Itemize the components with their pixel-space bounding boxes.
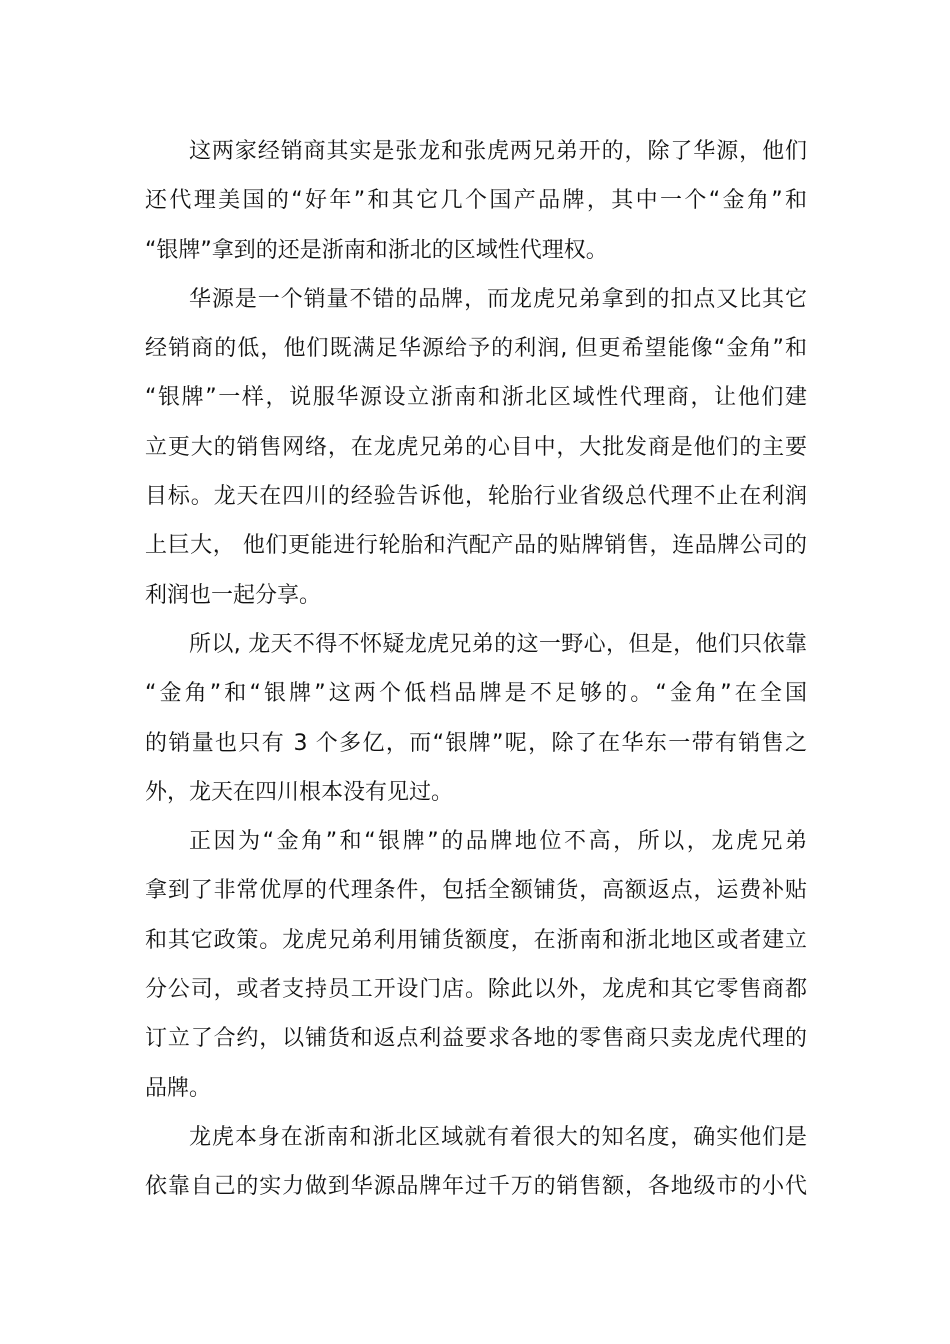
text-line: “银牌”拿到的还是浙南和浙北的区域性代理权。 <box>145 237 608 263</box>
text-line: 经销商的低，他们既满足华源给予的利润, 但更希望能像“金角”和 <box>145 336 807 362</box>
text-line: 还代理美国的“好年”和其它几个国产品牌，其中一个“金角”和 <box>145 188 807 214</box>
text-line: 品牌。 <box>145 1075 212 1101</box>
paragraph-4 <box>145 817 807 1113</box>
text-line: 华源是一个销量不错的品牌，而龙虎兄弟拿到的扣点又比其它 <box>189 286 807 312</box>
text-line: “金角”和“银牌”这两个低档品牌是不足够的。“金角”在全国 <box>145 681 807 707</box>
text-line: 上巨大， 他们更能进行轮胎和汽配产品的贴牌销售，连品牌公司的 <box>145 533 807 559</box>
document-body <box>145 127 807 1212</box>
paragraph-1 <box>145 127 807 275</box>
text-line: 依靠自己的实力做到华源品牌年过千万的销售额，各地级市的小代 <box>145 1174 807 1200</box>
text-line: “银牌”一样，说服华源设立浙南和浙北区域性代理商，让他们建 <box>145 385 807 411</box>
text-line: 外，龙天在四川根本没有见过。 <box>145 779 454 805</box>
text-line: 立更大的销售网络，在龙虎兄弟的心目中，大批发商是他们的主要 <box>145 434 807 460</box>
text-line: 所以, 龙天不得不怀疑龙虎兄弟的这一野心，但是，他们只依靠 <box>189 631 807 657</box>
text-line: 龙虎本身在浙南和浙北区域就有着很大的知名度，确实他们是 <box>189 1124 807 1150</box>
paragraph-2 <box>145 275 807 620</box>
text-line: 拿到了非常优厚的代理条件，包括全额铺货，高额返点，运费补贴 <box>145 878 807 904</box>
paragraph-5 <box>145 1113 807 1212</box>
text-line: 分公司，或者支持员工开设门店。除此以外，龙虎和其它零售商都 <box>145 977 807 1003</box>
text-line: 利润也一起分享。 <box>145 582 322 608</box>
text-line: 这两家经销商其实是张龙和张虎两兄弟开的，除了华源，他们 <box>189 139 807 164</box>
text-line: 和其它政策。龙虎兄弟利用铺货额度，在浙南和浙北地区或者建立 <box>145 927 807 953</box>
paragraph-3 <box>145 620 807 817</box>
text-line: 的销量也只有 3 个多亿，而“银牌”呢，除了在华东一带有销售之 <box>145 730 807 756</box>
text-line: 目标。龙天在四川的经验告诉他，轮胎行业省级总代理不止在利润 <box>145 484 807 510</box>
text-line: 订立了合约，以铺货和返点利益要求各地的零售商只卖龙虎代理的 <box>145 1026 807 1052</box>
text-line: 正因为“金角”和“银牌”的品牌地位不高，所以，龙虎兄弟 <box>189 829 807 855</box>
